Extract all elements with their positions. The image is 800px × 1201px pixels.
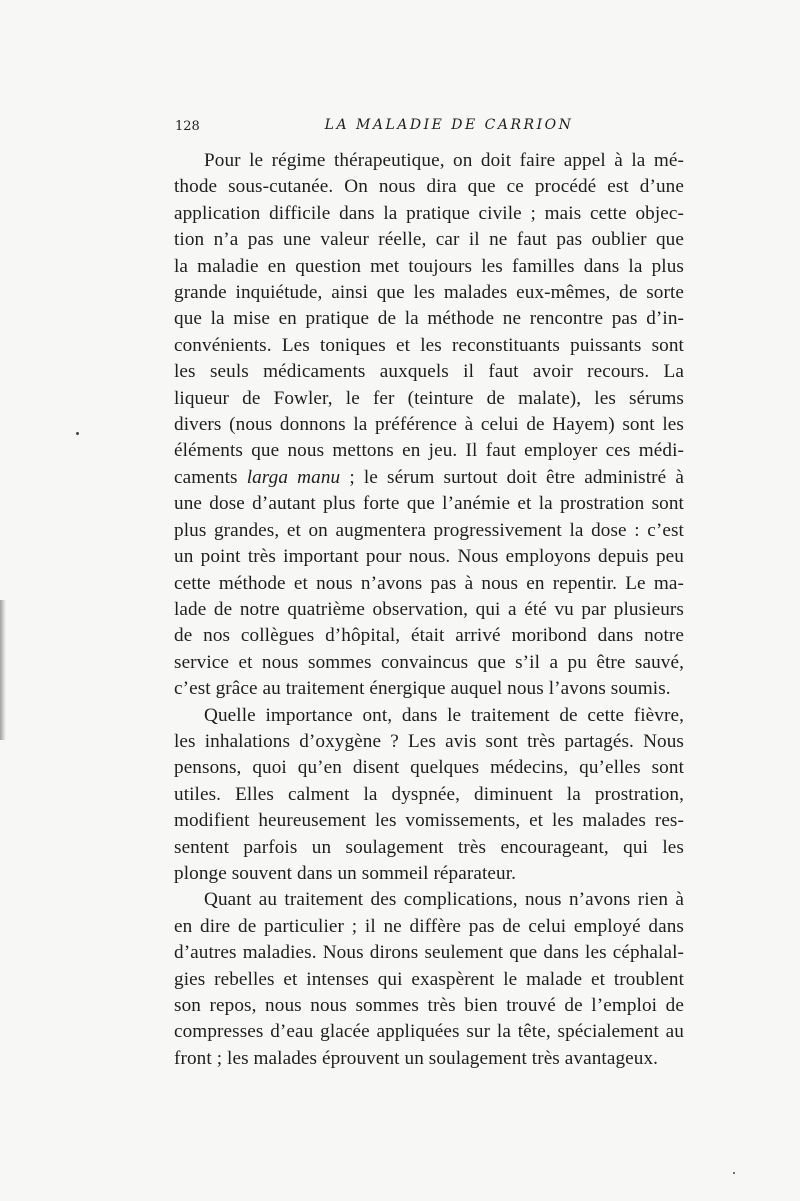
text-line: utiles. Elles calment la dyspnée, diminuent la prostration, [174,783,684,805]
italic-phrase: larga manu [246,466,341,488]
body-text [174,148,684,1072]
text-line: caments larga manu ; le sérum surtout doit être administré à [174,466,685,488]
page-number: 128 [175,119,200,134]
ink-speck [733,1172,735,1174]
text-line: application difficile dans la pratique civile ; mais cette objec- [174,202,684,224]
text-line: que la mise en pratique de la méthode ne rencontre pas d’in- [174,308,684,330]
text-line: front ; les malades éprouvent un soulagement très avantageux. [174,1047,659,1069]
paragraph [174,148,684,703]
text-line: la maladie en question met toujours les familles dans la plus [174,255,684,277]
text-line: lade de notre quatrième observation, qui a été vu par plusieurs [174,598,684,620]
text-line: Quant au traitement des complications, nous n’avons rien à [204,889,684,911]
text-line: convénients. Les toniques et les reconstituants puissants sont [174,334,684,356]
text-line: compresses d’eau glacée appliquées sur la tête, spécialement au [174,1021,684,1043]
text-line: de nos collègues d’hôpital, était arrivé moribond dans notre [174,625,684,647]
text-line: une dose d’autant plus forte que l’anémie et la prostration sont [174,493,684,515]
ink-speck [76,432,79,435]
text-line: plus grandes, et on augmentera progressivement la dose : c’est [174,519,684,541]
running-title: LA MALADIE DE CARRION [324,117,574,133]
text-line: les inhalations d’oxygène ? Les avis sont très partagés. Nous [174,730,684,752]
binding-shadow [0,600,6,740]
paragraph [174,887,684,1072]
text-line: modifient heureusement les vomissements, et les malades res- [174,810,684,832]
text-line: Quelle importance ont, dans le traitement de cette fièvre, [204,704,684,726]
text-line: thode sous-cutanée. On nous dira que ce procédé est d’une [174,176,684,198]
text-line: service et nous sommes convaincus que s’il a pu être sauvé, [174,651,684,673]
text-line: sentent parfois un soulagement très encourageant, qui les [174,836,684,858]
text-line: Pour le régime thérapeutique, on doit faire appel à la mé- [204,150,684,171]
text-line: divers (nous donnons la préférence à celui de Hayem) sont les [174,414,684,436]
text-line: d’autres maladies. Nous dirons seulement que dans les céphalal- [174,942,684,964]
text-line: c’est grâce au traitement énergique auquel nous l’avons soumis. [174,678,671,700]
text-line: en dire de particulier ; il ne diffère pas de celui employé dans [174,915,684,937]
text-line: éléments que nous mettons en jeu. Il faut employer ces médi- [174,440,684,462]
text-line: tion n’a pas une valeur réelle, car il ne faut pas oublier que [174,229,684,251]
text-line: liqueur de Fowler, le fer (teinture de malate), les sérums [174,387,684,409]
text-line: plonge souvent dans un sommeil réparateur. [174,862,517,884]
text-line: les seuls médicaments auxquels il faut avoir recours. La [174,361,684,383]
text-line: gies rebelles et intenses qui exaspèrent le malade et troublent [174,968,684,990]
text-line: cette méthode et nous n’avons pas à nous en repentir. Le ma- [174,572,684,594]
text-line: son repos, nous nous sommes très bien trouvé de l’emploi de [174,995,684,1016]
text-line: pensons, quoi qu’en disent quelques médecins, qu’elles sont [174,757,684,779]
paragraph [174,703,684,888]
text-line: un point très important pour nous. Nous employons depuis peu [174,546,684,568]
text-line: grande inquiétude, ainsi que les malades eux-mêmes, de sorte [174,282,684,304]
page-header [172,117,696,139]
